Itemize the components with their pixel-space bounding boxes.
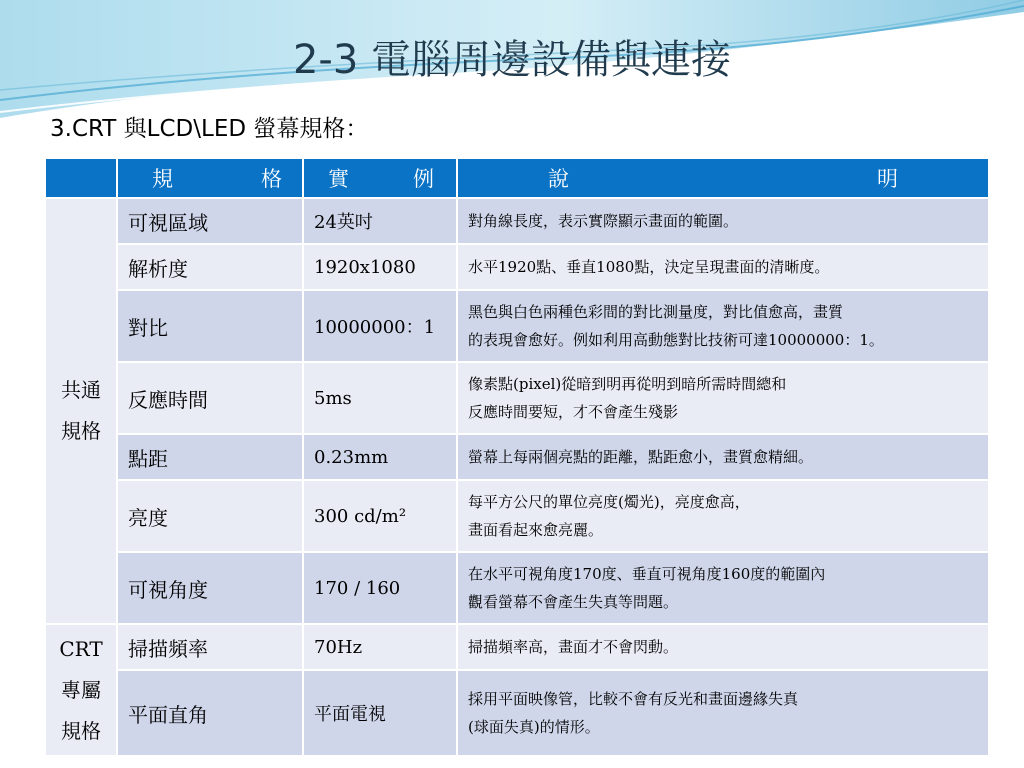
spec-name: 可視角度 xyxy=(117,552,303,624)
header-description xyxy=(457,158,989,198)
description-line: 黑色與白色兩種色彩間的對比測量度，對比值愈高，畫質 xyxy=(468,303,844,321)
header-example xyxy=(303,158,457,198)
table-row xyxy=(45,434,989,480)
header-example-char-2: 例 xyxy=(413,167,434,191)
spec-example: 10000000：1 xyxy=(303,290,457,362)
description-line: 在水平可視角度170度、垂直可視角度160度的範圍內 xyxy=(468,565,826,583)
description-line: 水平1920點、垂直1080點，決定呈現畫面的清晰度。 xyxy=(468,258,830,276)
header-description-char-2: 明 xyxy=(877,167,898,191)
spec-description xyxy=(457,624,989,670)
spec-example: 平面電視 xyxy=(303,670,457,756)
spec-description xyxy=(457,480,989,552)
description-line: 螢幕上每兩個亮點的距離，點距愈小，畫質愈精細。 xyxy=(468,448,814,466)
group-label-line: 共通 xyxy=(61,378,101,402)
header-spec-char-1: 規 xyxy=(152,167,173,191)
header-spec xyxy=(117,158,303,198)
spec-description xyxy=(457,198,989,244)
group-label-line: 規格 xyxy=(61,718,101,743)
spec-example: 1920x1080 xyxy=(303,244,457,290)
spec-name: 點距 xyxy=(117,434,303,480)
header-example-char-1: 實 xyxy=(328,167,349,191)
description-line: 像素點(pixel)從暗到明再從明到暗所需時間總和 xyxy=(468,375,787,393)
spec-example: 300 cd/m² xyxy=(303,480,457,552)
group-label-crt xyxy=(45,624,117,756)
slide-title: 2-3 電腦周邊設備與連接 xyxy=(292,37,732,83)
table-row xyxy=(45,552,989,624)
spec-name: 反應時間 xyxy=(117,362,303,434)
spec-name: 可視區域 xyxy=(117,198,303,244)
header-description-char-1: 說 xyxy=(548,167,569,191)
table-header-row xyxy=(45,158,989,198)
table-row xyxy=(45,244,989,290)
group-label-line: 專屬 xyxy=(61,677,101,702)
spec-description xyxy=(457,244,989,290)
description-line: 掃描頻率高，畫面才不會閃動。 xyxy=(468,638,679,656)
spec-description xyxy=(457,290,989,362)
description-line: 採用平面映像管，比較不會有反光和畫面邊緣失真 xyxy=(468,690,799,708)
description-line: 的表現會愈好。例如利用高動態對比技術可達10000000：1。 xyxy=(468,331,884,349)
spec-example: 5ms xyxy=(303,362,457,434)
description-line: (球面失真)的情形。 xyxy=(468,718,600,736)
spec-name: 掃描頻率 xyxy=(117,624,303,670)
spec-example: 170 / 160 xyxy=(303,552,457,624)
group-label-common xyxy=(45,198,117,624)
header-group xyxy=(45,158,117,198)
group-label-line: 規格 xyxy=(61,419,101,443)
table-row xyxy=(45,624,989,670)
table-row xyxy=(45,198,989,244)
spec-description xyxy=(457,434,989,480)
spec-table xyxy=(44,157,990,757)
table-row xyxy=(45,290,989,362)
header-spec-char-2: 格 xyxy=(261,167,282,191)
spec-name: 對比 xyxy=(117,290,303,362)
description-line: 反應時間要短，才不會產生殘影 xyxy=(468,403,679,421)
table-row xyxy=(45,670,989,756)
spec-name: 平面直角 xyxy=(117,670,303,756)
description-line: 每平方公尺的單位亮度(燭光)，亮度愈高， xyxy=(468,493,750,511)
slide-subtitle: 3.CRT 與LCD\LED 螢幕規格： xyxy=(50,116,369,142)
description-line: 對角線長度，表示實際顯示畫面的範圍。 xyxy=(468,212,739,230)
spec-description xyxy=(457,362,989,434)
table-row xyxy=(45,362,989,434)
spec-name: 解析度 xyxy=(117,244,303,290)
spec-description xyxy=(457,670,989,756)
description-line: 畫面看起來愈亮麗。 xyxy=(468,521,604,539)
table-row xyxy=(45,480,989,552)
group-label-line: CRT xyxy=(59,636,103,661)
spec-example: 24英吋 xyxy=(303,198,457,244)
description-line: 觀看螢幕不會產生失真等問題。 xyxy=(468,593,679,611)
spec-example: 0.23mm xyxy=(303,434,457,480)
spec-example: 70Hz xyxy=(303,624,457,670)
spec-name: 亮度 xyxy=(117,480,303,552)
spec-description xyxy=(457,552,989,624)
